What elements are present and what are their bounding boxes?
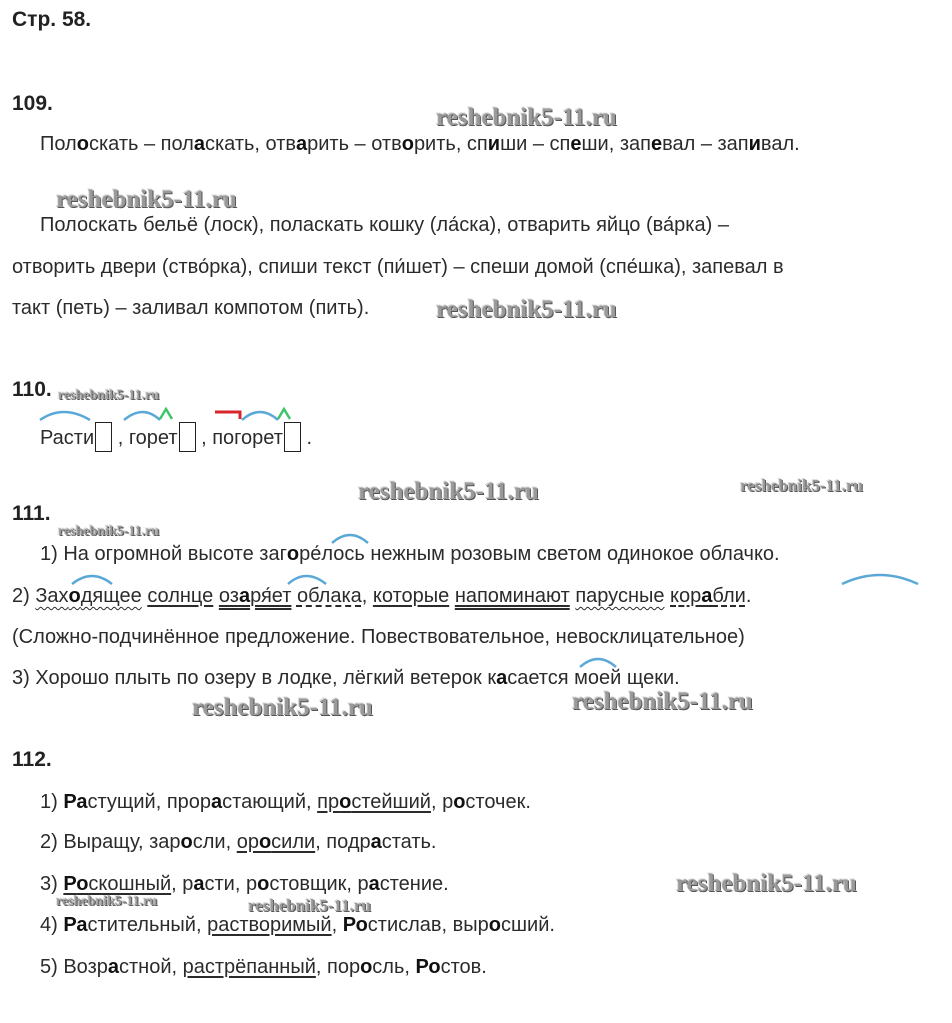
watermark: reshebnik5-11.ru bbox=[358, 478, 539, 505]
task-number-110: 110. bbox=[12, 378, 52, 401]
task-112-row-2: 2) Выращу, заросли, оросили, подрастать. bbox=[40, 831, 437, 853]
watermark: reshebnik5-11.ru bbox=[56, 894, 158, 909]
suffix-mark bbox=[160, 409, 172, 419]
parsed-word: облака bbox=[296, 585, 362, 607]
watermark: reshebnik5-11.ru bbox=[436, 296, 617, 323]
watermark: reshebnik5-11.ru bbox=[572, 688, 753, 715]
ending-box bbox=[284, 422, 301, 452]
root-arc-mark bbox=[40, 412, 90, 420]
task-111-sentence-3: 3) Хорошо плыть по озеру в лодке, лёгкий ветерок касается моей щеки. bbox=[12, 667, 680, 689]
watermark: reshebnik5-11.ru bbox=[58, 388, 160, 403]
watermark: reshebnik5-11.ru bbox=[740, 476, 863, 495]
parsed-word: которые bbox=[372, 585, 450, 607]
prefix-mark bbox=[215, 412, 240, 419]
root-arc-mark bbox=[124, 412, 160, 420]
parsed-word: озаря́ет bbox=[218, 585, 292, 607]
task-109-line-2: Полоскать бельё (лоск), поласкать кошку (ла́ска), отварить яйцо (ва́рка) – bbox=[40, 214, 729, 236]
root-arc-mark bbox=[288, 576, 326, 584]
task-110-words: Расти , горет , погорет . bbox=[40, 422, 312, 452]
ending-box bbox=[95, 422, 112, 452]
watermark: reshebnik5-11.ru bbox=[58, 524, 160, 539]
task-111-sentence-analysis: (Сложно-подчинённое предложение. Повествовательное, невосклицательное) bbox=[12, 626, 745, 648]
root-arc-mark bbox=[842, 575, 918, 584]
task-112-row-3: 3) Роскошный, расти, ростовщик, растение. bbox=[40, 873, 449, 895]
task-112-row-5: 5) Возрастной, растрёпанный, поросль, Ростов. bbox=[40, 956, 487, 978]
watermark: reshebnik5-11.ru bbox=[676, 870, 857, 897]
task-109-line-1: Полоскать – поласкать, отварить – отворить, спиши – спеши, запевал – запивал. bbox=[40, 133, 800, 155]
watermark: reshebnik5-11.ru bbox=[248, 896, 371, 915]
task-111-sentence-1: 1) На огромной высоте загоре́лось нежным розовым светом одинокое облачко. bbox=[40, 543, 780, 565]
parsed-word: солнце bbox=[147, 585, 214, 607]
suffix-mark bbox=[278, 409, 290, 419]
task-number-112: 112. bbox=[12, 748, 52, 771]
task-112-row-4: 4) Растительный, растворимый, Ростислав, выросший. bbox=[40, 914, 555, 936]
page-label: Стр. 58. bbox=[12, 8, 92, 31]
watermark: reshebnik5-11.ru bbox=[436, 104, 617, 131]
task-112-row-1: 1) Растущий, прорастающий, простейший, росточек. bbox=[40, 791, 531, 813]
root-arc-mark bbox=[72, 576, 112, 584]
task-number-111: 111. bbox=[12, 502, 51, 525]
task-109-line-4: такт (петь) – заливал компотом (пить). bbox=[12, 297, 370, 319]
watermark: reshebnik5-11.ru bbox=[192, 694, 373, 721]
watermark: reshebnik5-11.ru bbox=[56, 186, 237, 213]
root-arc-mark bbox=[242, 412, 278, 420]
ending-box bbox=[179, 422, 196, 452]
task-109-line-3: отворить двери (ство́рка), спиши текст (пи́шет) – спеши домой (спе́шка), запевал в bbox=[12, 256, 784, 278]
parsed-word: парусные bbox=[575, 585, 665, 607]
parsed-word: Заходящее bbox=[35, 585, 142, 607]
task-number-109: 109. bbox=[12, 92, 53, 115]
parsed-word: корабли bbox=[670, 585, 746, 607]
task-111-sentence-2: 2) Заходящее солнце озаря́ет облака, которые напоминают парусные корабли. bbox=[12, 585, 752, 607]
parsed-word: напоминают bbox=[454, 585, 570, 607]
